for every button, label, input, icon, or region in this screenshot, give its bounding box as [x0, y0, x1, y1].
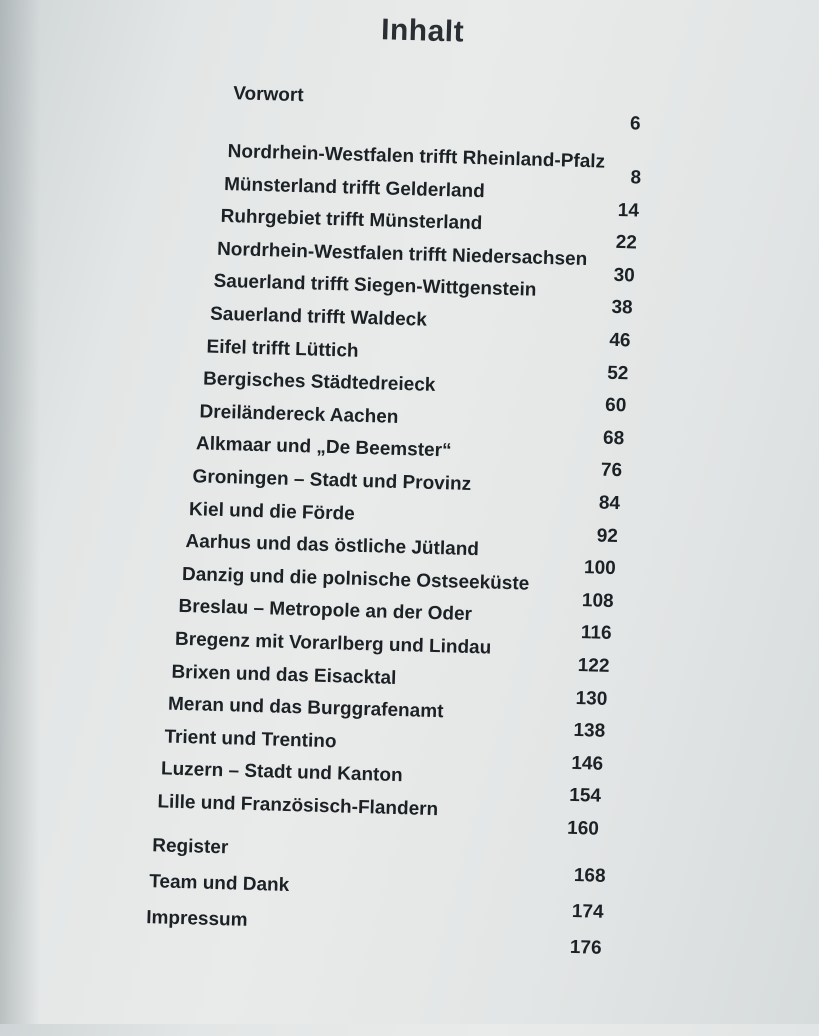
toc-entry-title: Meran und das Burggrafenamt [167, 693, 444, 723]
toc-entry-page: 92 [596, 525, 619, 547]
toc-entry-page: 76 [600, 459, 623, 482]
toc-entry-page: 60 [604, 394, 627, 417]
toc-entry-page: 122 [577, 655, 610, 677]
toc-entry-page: 84 [598, 492, 621, 515]
toc-entry-title: Ruhrgebiet trifft Münsterland [220, 206, 483, 235]
toc-entry-page: 160 [566, 817, 600, 840]
toc-entry-title: Luzern – Stadt und Kanton [160, 758, 403, 787]
toc-entry-title: Impressum [145, 907, 248, 931]
toc-entry-title: Alkmaar und „De Beemster“ [195, 433, 452, 462]
toc-entry-title: Brixen und das Eisacktal [171, 661, 397, 689]
toc-entry-page: 108 [581, 589, 614, 612]
toc-entry-title: Breslau – Metropole an der Oder [178, 596, 473, 626]
toc-entry-page: 8 [630, 167, 642, 189]
toc-entry-page: 68 [602, 427, 625, 450]
toc-entry-title: Nordrhein-Westfalen trifft Niedersachsen [216, 238, 588, 270]
toc-entry-page: 176 [569, 936, 602, 959]
toc-entry-title: Groningen – Stadt und Provinz [192, 466, 472, 495]
toc-entry-title: Danzig und die polnische Ostseeküste [181, 563, 530, 595]
toc-entry-page: 46 [609, 329, 631, 352]
toc-entry-title: Sauerland trifft Waldeck [209, 303, 428, 331]
toc-entry-page: 38 [611, 297, 633, 319]
toc-entry-page: 168 [573, 865, 606, 887]
toc-entry-page: 100 [583, 557, 617, 580]
toc-entry-page: 30 [613, 264, 636, 287]
toc-entry-page: 52 [606, 362, 629, 384]
toc-entry-title: Münsterland trifft Gelderland [223, 173, 486, 202]
toc-entry-page: 130 [575, 687, 608, 710]
toc-entry-page: 174 [571, 900, 604, 923]
toc-entry-title: Lille und Französisch-Flandern [157, 791, 439, 821]
toc-entry-title: Dreiländereck Aachen [199, 401, 399, 428]
toc-entry-title: Bregenz mit Vorarlberg und Lindau [174, 628, 492, 659]
toc-entry-page: 154 [568, 785, 602, 808]
toc-entry-title: Kiel und die Förde [188, 498, 356, 525]
toc-entry-title: Aarhus und das östliche Jütland [185, 531, 480, 561]
toc-entry-page: 146 [571, 752, 604, 775]
page-title: Inhalt [380, 13, 465, 49]
toc-entry-title: Bergisches Städtedreieck [202, 368, 436, 397]
toc-entry-page: 138 [573, 720, 606, 743]
toc-entry-title: Vorwort [232, 83, 304, 107]
toc-entry-title: Trient und Trentino [164, 726, 337, 753]
toc-entry-title: Sauerland trifft Siegen-Wittgenstein [213, 271, 537, 302]
toc-entry-title: Team und Dank [148, 871, 290, 897]
toc-entry-page: 22 [615, 232, 638, 254]
toc-entry-page: 14 [617, 199, 640, 222]
toc-entry-page: 6 [629, 113, 641, 135]
toc-entry-page: 116 [580, 622, 612, 645]
toc-entry-title: Nordrhein-Westfalen trifft Rheinland-Pfalz [227, 141, 606, 173]
toc-entry-title: Eifel trifft Lüttich [206, 336, 359, 362]
toc-entry-title: Register [151, 835, 229, 859]
